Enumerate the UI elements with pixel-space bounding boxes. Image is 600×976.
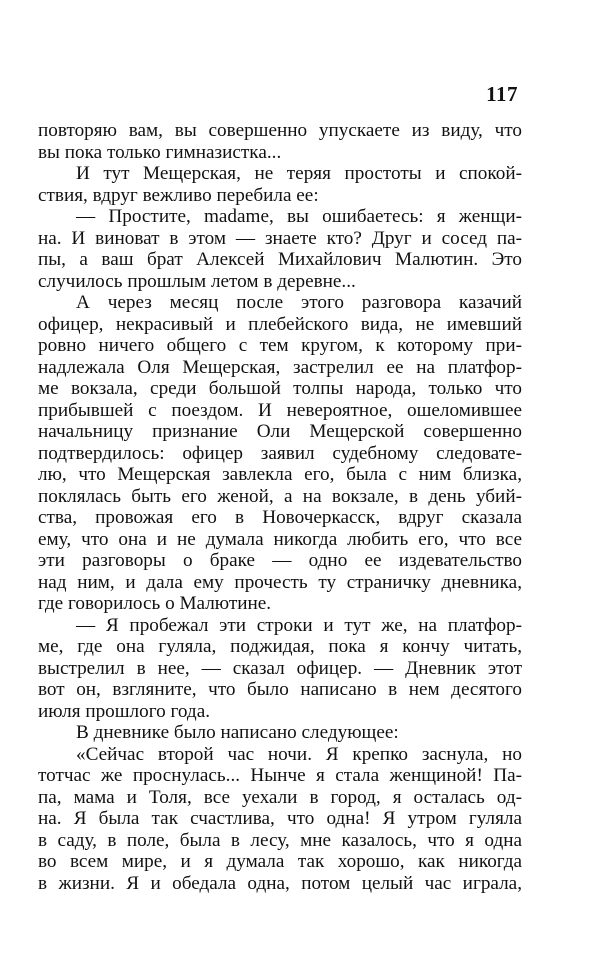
text-line: В дневнике было написано следующее: — [76, 722, 399, 743]
text-line: начальницу признание Оли Мещерской совершенно — [38, 421, 522, 442]
text-line: ме вокзала, среди большой толпы народа, только что — [38, 378, 522, 399]
text-line: на. И виноват в этом — знаете кто? Друг и сосед па- — [38, 227, 522, 249]
text-line: подтвердилось: офицер заявил судебному следовате- — [38, 442, 522, 464]
text-line: случилось прошлым летом в деревне... — [38, 270, 356, 292]
text-line: — Простите, madame, вы ошибаетесь: я женщи- — [76, 206, 522, 227]
text-line: выстрелил в нее, — сказал офицер. — Дневник этот — [38, 657, 522, 679]
text-line: на. Я была так счастлива, что одна! Я утром гуляла — [38, 808, 522, 829]
text-line: надлежала Оля Мещерская, застрелил ее на платфор- — [38, 356, 522, 378]
text-line: июля прошлого года. — [38, 700, 211, 722]
text-line: И тут Мещерская, не теряя простоты и спокой- — [76, 163, 522, 184]
text-line: тотчас же проснулась... Нынче я стала женщиной! Па- — [38, 765, 522, 786]
text-line: в саду, в поле, была в лесу, мне казалось, что я одна — [38, 829, 522, 851]
text-line: А через месяц после этого разговора казачий — [76, 292, 522, 313]
text-line: ства, провожая его в Новочеркасск, вдруг сказала — [38, 507, 522, 528]
page-number: 117 — [486, 82, 518, 106]
text-line: повторяю вам, вы совершенно упускаете из виду, что — [38, 120, 522, 141]
text-line: ме, где она гуляла, поджидая, пока я кончу читать, — [38, 636, 522, 657]
text-line: прибывшей с поездом. И невероятное, ошеломившее — [38, 399, 522, 421]
text-line: пы, а ваш брат Алексей Михайлович Малютин. Это — [38, 249, 522, 270]
text-line: — Я пробежал эти строки и тут же, на платфор- — [76, 614, 522, 636]
text-line: во всем мире, и я думала так хорошо, как никогда — [38, 851, 522, 872]
text-line: поклялась быть его женой, а на вокзале, в день убий- — [38, 485, 522, 507]
text-line: ровно ничего общего с тем кругом, к которому при- — [38, 335, 522, 356]
text-line: ствия, вдруг вежливо перебила ее: — [38, 184, 319, 206]
text-line: «Сейчас второй час ночи. Я крепко заснула, но — [76, 743, 522, 765]
text-line: па, мама и Толя, все уехали в город, я осталась од- — [38, 786, 522, 808]
text-line: ему, что она и не думала никогда любить его, что все — [38, 528, 522, 550]
text-line: где говорилось о Малютине. — [38, 593, 272, 614]
text-line: в жизни. Я и обедала одна, потом целый час играла, — [38, 872, 522, 894]
text-line: вот он, взгляните, что было написано в нем десятого — [38, 679, 522, 700]
text-line: лю, что Мещерская завлекла его, была с ним близка, — [38, 464, 522, 485]
body-text — [38, 120, 522, 894]
text-line: эти разговоры о браке — одно ее издевательство — [38, 550, 522, 571]
text-line: офицер, некрасивый и плебейского вида, не имевший — [38, 313, 522, 335]
text-line: вы пока только гимназистка... — [38, 141, 282, 163]
text-line: над ним, и дала ему прочесть ту страничку дневника, — [38, 571, 522, 593]
